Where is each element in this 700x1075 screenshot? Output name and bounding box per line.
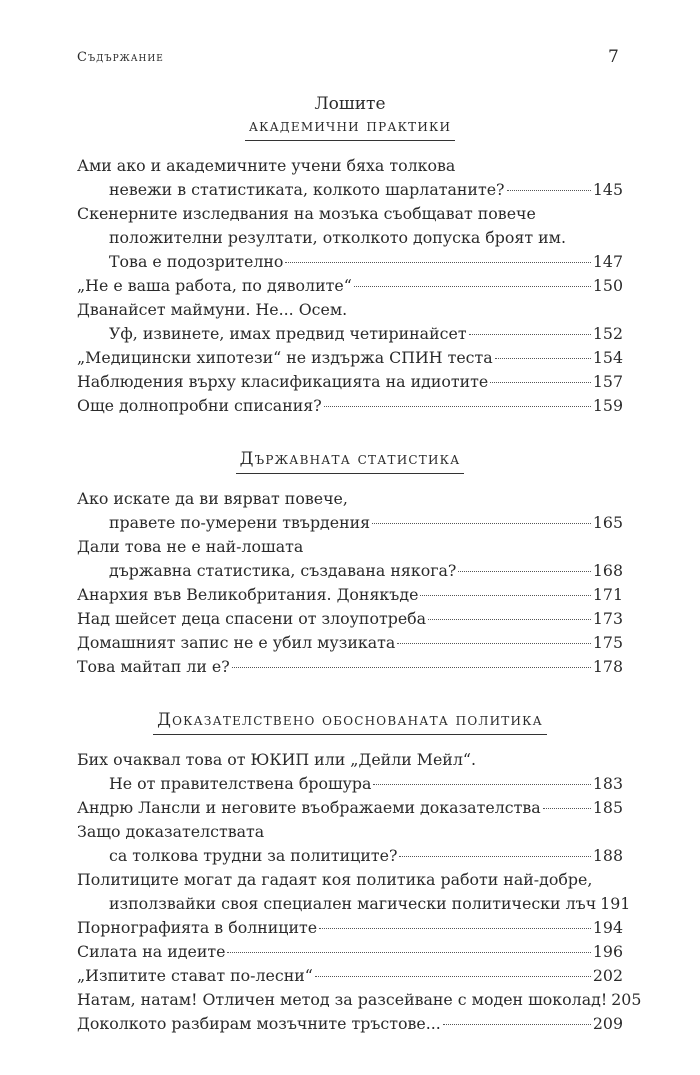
toc-entry-title: положителни резултати, отколкото допуска броят им. — [109, 228, 566, 247]
toc-entry[interactable] — [77, 298, 623, 346]
toc-entry-title: невежи в статистиката, колкото шарлатаните? — [109, 180, 505, 199]
toc-entry[interactable] — [77, 154, 623, 202]
toc-entry-title: Бих очаквал това от ЮКИП или „Дейли Мейл“. — [77, 750, 476, 769]
toc-entry-title: Доколкото разбирам мозъчните тръстове... — [77, 1014, 441, 1033]
toc-entry-title: използвайки своя специален магически политически лъч — [109, 894, 597, 913]
dot-leader — [443, 1024, 591, 1025]
toc-entry-title: Натам, натам! Отличен метод за разсейване с моден шоколад! — [77, 990, 608, 1009]
section-heading — [77, 93, 623, 141]
toc-entry[interactable] — [77, 964, 623, 988]
dot-leader — [232, 667, 591, 668]
toc-entry[interactable] — [77, 868, 631, 916]
toc-entry[interactable] — [77, 655, 623, 679]
toc-entry-page: 205 — [611, 990, 642, 1009]
running-title: Съдържание — [77, 50, 164, 65]
toc-entry-title: Уф, извинете, имах предвид четиринайсет — [109, 324, 467, 343]
toc-entry-title: са толкова трудни за политиците? — [109, 846, 398, 865]
toc-entry-title: „Медицински хипотези“ не издържа СПИН теста — [77, 348, 493, 367]
toc-entry-title: Дали това не е най-лошата — [77, 537, 304, 556]
toc-entry-page: 196 — [592, 942, 623, 961]
section-heading-line1: Лошите — [314, 94, 386, 114]
toc-entry-page: 185 — [592, 798, 623, 817]
dot-leader — [420, 595, 590, 596]
dot-leader — [428, 619, 591, 620]
toc-entry[interactable] — [77, 940, 623, 964]
toc-entry[interactable] — [77, 394, 623, 418]
toc-entry[interactable] — [77, 535, 623, 583]
page-number: 7 — [608, 47, 619, 67]
dot-leader — [372, 523, 591, 524]
dot-leader — [324, 406, 591, 407]
toc-entry-page: 209 — [592, 1014, 623, 1033]
toc-entry-title: Още долнопробни списания? — [77, 396, 322, 415]
toc-entry-page: 175 — [592, 633, 623, 652]
dot-leader — [458, 571, 590, 572]
toc-entry-title: Андрю Лансли и неговите въображаеми доказателства — [77, 798, 541, 817]
toc-entry-title: Това майтап ли е? — [77, 657, 230, 676]
toc-entry-page: 171 — [592, 585, 623, 604]
dot-leader — [495, 358, 591, 359]
dot-leader — [227, 952, 590, 953]
toc-entry-page: 165 — [592, 513, 623, 532]
toc-entry[interactable] — [77, 346, 623, 370]
toc-entry[interactable] — [77, 916, 623, 940]
toc-entry-page: 159 — [592, 396, 623, 415]
toc-entry[interactable] — [77, 820, 623, 868]
toc-entry-page: 150 — [592, 276, 623, 295]
dot-leader — [507, 190, 591, 191]
toc-entry-title: „Не е ваша работа, по дяволите“ — [77, 276, 352, 295]
toc-entry-title: държавна статистика, създавана някога? — [109, 561, 457, 580]
toc-entry-title: Анархия във Великобритания. Донякъде — [77, 585, 419, 604]
toc-entry[interactable] — [77, 748, 623, 796]
toc-entry[interactable] — [77, 796, 623, 820]
dot-leader — [490, 382, 591, 383]
toc-entry-title: Това е подозрително — [109, 252, 284, 271]
toc-entry-page: 202 — [592, 966, 623, 985]
toc-entry-page: 183 — [592, 774, 623, 793]
toc-entry-page: 154 — [592, 348, 623, 367]
section-heading — [77, 709, 623, 735]
toc-entry-title: Дванайсет маймуни. Не... Осем. — [77, 300, 348, 319]
toc-entry-page: 145 — [592, 180, 623, 199]
toc-entry-title: Скенерните изследвания на мозъка съобщават повече — [77, 204, 536, 223]
section-heading — [77, 448, 623, 474]
dot-leader — [285, 262, 590, 263]
dot-leader — [315, 976, 591, 977]
section-heading-title: Държавната статистика — [236, 448, 465, 474]
toc-entry[interactable] — [77, 370, 623, 394]
toc-entry[interactable] — [77, 988, 642, 1012]
toc-entry-page: 178 — [592, 657, 623, 676]
toc-entry-title: Домашният запис не е убил музиката — [77, 633, 396, 652]
toc-entry-title: Не от правителствена брошура — [109, 774, 372, 793]
toc-entry-page: 152 — [592, 324, 623, 343]
section-heading-title: Доказателствено обоснованата политика — [153, 709, 547, 735]
toc-entry-title: Ако искате да ви вярват повече, — [77, 489, 348, 508]
toc-entry-title: правете по-умерени твърдения — [109, 513, 371, 532]
dot-leader — [399, 856, 590, 857]
toc-entry-title: Наблюдения върху класификацията на идиотите — [77, 372, 489, 391]
toc-entry[interactable] — [77, 631, 623, 655]
toc-entry-page: 168 — [592, 561, 623, 580]
section-heading-title: академични практики — [245, 115, 455, 141]
toc-entry[interactable] — [77, 583, 623, 607]
toc-entry-page: 157 — [592, 372, 623, 391]
dot-leader — [397, 643, 591, 644]
toc-entry-title: Порнографията в болниците — [77, 918, 318, 937]
toc-entry-title: Над шейсет деца спасени от злоупотреба — [77, 609, 427, 628]
table-of-contents — [77, 93, 642, 1036]
toc-entry-title: „Изпитите стават по-лесни“ — [77, 966, 313, 985]
dot-leader — [543, 808, 591, 809]
toc-entry-page: 191 — [600, 894, 631, 913]
toc-entry-title: Политиците могат да гадаят коя политика работи най-добре, — [77, 870, 593, 889]
toc-entry[interactable] — [77, 1012, 623, 1036]
dot-leader — [469, 334, 591, 335]
toc-entry-title: Ами ако и академичните учени бяха толкова — [77, 156, 456, 175]
toc-entry[interactable] — [77, 607, 623, 631]
toc-entry-title: Силата на идеите — [77, 942, 226, 961]
toc-entry[interactable] — [77, 274, 623, 298]
dot-leader — [319, 928, 591, 929]
toc-entry[interactable] — [77, 202, 623, 274]
toc-entry[interactable] — [77, 487, 623, 535]
dot-leader — [373, 784, 590, 785]
toc-entry-page: 188 — [592, 846, 623, 865]
toc-entry-page: 194 — [592, 918, 623, 937]
toc-entry-title: Защо доказателствата — [77, 822, 265, 841]
toc-entry-page: 147 — [592, 252, 623, 271]
dot-leader — [354, 286, 591, 287]
toc-entry-page: 173 — [592, 609, 623, 628]
